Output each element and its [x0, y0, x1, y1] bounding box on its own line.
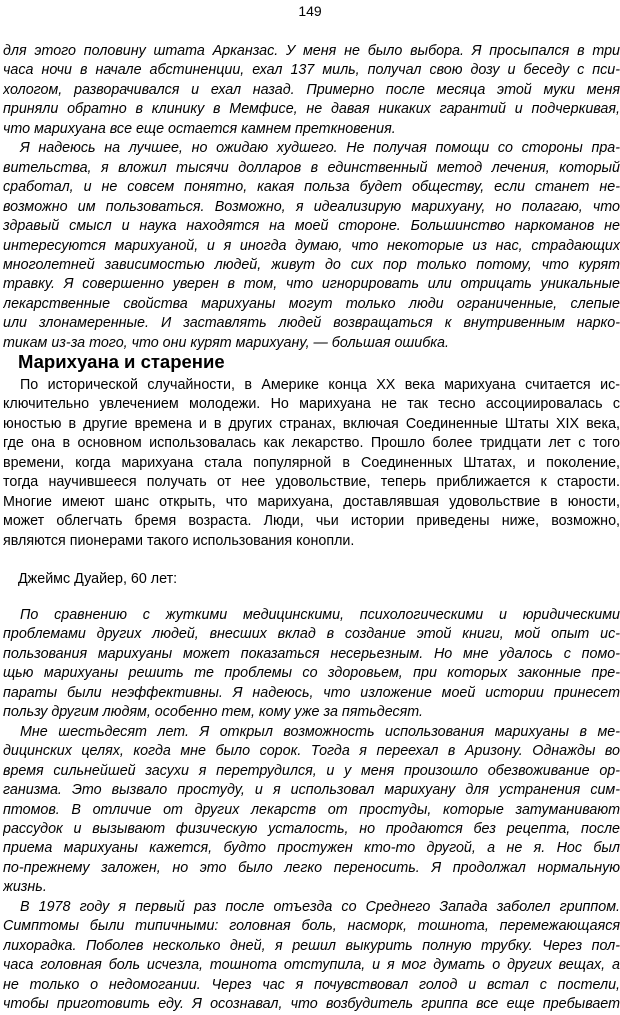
text-line: птомов. В отличие от других лекарств от простуды, которые затуманивают — [3, 801, 620, 818]
text-block-2 — [3, 376, 620, 551]
text-line: сработал, и не совсем понятно, какая польза будет обществу, если станет не- — [3, 179, 620, 196]
author-line: Джеймс Дуайер, 60 лет: — [18, 571, 178, 587]
text-line: что марихуана все еще остается камнем преткновения. — [3, 120, 396, 137]
text-line: приняли обратно в клинику в Мемфисе, не давая никаких гарантий и подчеркивая, — [3, 101, 620, 118]
text-line: пользу другим людям, особенно тем, кому уже за пятьдесят. — [3, 704, 423, 721]
text-line: чтобы приготовить еду. Я осознавал, что возбудитель гриппа все еще пребывает — [3, 996, 620, 1013]
text-block-1 — [3, 42, 620, 353]
text-line: По исторической случайности, в Америке конца XX века марихуана считается ис- — [20, 377, 620, 393]
text-line: время сильнейшей засухи я перетрудился, и у меня произошло обезвоживание ор- — [3, 762, 620, 779]
text-line: ганизма. Это вызвало простуду, и я использовал марихуану для устранения сим- — [3, 782, 620, 799]
text-line: где она в основном использовалась как лекарство. Прошло более тридцати лет с того — [3, 435, 620, 452]
text-line: может облегчать бремя возраста. Люди, чьи истории приведены ниже, возможно, — [3, 513, 620, 530]
text-line: травку. Я совершенно уверен в том, что игнорировать или отрицать уникальные — [3, 276, 620, 293]
text-line: рассудок и вызывают физическую усталость, но продаются без рецепта, после — [3, 820, 620, 837]
text-line: жизнь. — [3, 879, 47, 896]
text-line: Многие имеют шанс открыть, что марихуана, доставлявшая удовольствие в юности, — [3, 493, 620, 510]
text-line: приема марихуаны кажется, будто простужен кто-то другой, а не я. Нос был — [3, 840, 620, 857]
text-block-3 — [3, 606, 620, 1015]
text-line: являются пионерами такого использования конопли. — [3, 532, 355, 549]
text-line: возможно им пользоваться. Возможно, я идеализирую марихуану, но полагаю, что — [3, 198, 620, 215]
text-line: пользования марихуаны может показаться несерьезным. Но мне удалось с помо- — [3, 645, 620, 662]
text-line: ключительно увлечением молодежи. Но марихуана не так тесно ассоциировалась с — [3, 396, 620, 413]
text-line: лихорадка. Поболев несколько дней, я решил выкурить полную трубку. Через пол- — [3, 937, 620, 954]
text-line: Я надеюсь на лучшее, но ожидаю худшего. Не получая помощи со стороны пра- — [20, 140, 620, 157]
text-line: щью марихуаны решить те проблемы со здоровьем, при которых законные пре- — [3, 665, 620, 682]
text-line: тогда научившееся получать от нее удовольствие, теперь приближается к старости. — [3, 474, 620, 491]
text-line: Симптомы были типичными: головная боль, насморк, тошнота, перемежающаяся — [3, 918, 620, 935]
text-line: юностью в другие времена и в других странах, включая Соединенные Штаты XIX века, — [3, 415, 620, 432]
text-line: для этого половину штата Арканзас. У меня не было выбора. Я просыпался в три — [3, 43, 620, 59]
text-line: тикам из-за того, что они курят марихуану, — большая ошибка. — [3, 334, 449, 351]
text-line: По сравнению с жуткими медицинскими, психологическими и юридическими — [20, 607, 620, 623]
text-line: часа головная боль исчезла, тошнота отступила, и я мог думать о других вещах, а — [3, 957, 620, 974]
text-line: интересуются марихуаной, и я иногда думаю, что некоторые из нас, страдающих — [3, 237, 620, 254]
text-line: многолетней зависимостью людей, живут до сих пор только потому, что курят — [3, 256, 620, 273]
text-line: по-прежнему заложен, но это было легко переносить. Я продолжал нормальную — [3, 859, 620, 876]
text-line: времени, когда марихуана стала популярной в Соединенных Штатах, и поколение, — [3, 454, 620, 471]
page-number: 149 — [298, 3, 322, 19]
text-line: вительства, я вложил тысячи долларов в единственный метод лечения, который — [3, 159, 620, 176]
text-line: не только о недомогании. Через час я почувствовал голод и встал с постели, — [3, 976, 620, 993]
text-line: параты были неэффективны. Я надеюсь, что изложение моей истории принесет — [3, 684, 620, 701]
text-line: часа ночи в начале абстиненции, ехал 137 миль, получал свою дозу и беседу с пси- — [3, 62, 620, 79]
text-line: хологом, разворачивался и ехал назад. Примерно после месяца этой муки меня — [3, 81, 620, 98]
text-line: В 1978 году я первый раз после отъезда со Среднего Запада заболел гриппом. — [20, 898, 620, 915]
text-line: дицинских целях, когда мне было сорок. Тогда я переехал в Аризону. Однажды во — [3, 743, 620, 760]
text-line: Мне шестьдесят лет. Я открыл возможность использования марихуаны в ме- — [20, 723, 620, 740]
text-line: лекарственные свойства марихуаны могут только люди ограниченные, слепые — [3, 295, 620, 312]
text-line: здравый смысл и наука находятся на моей стороне. Большинство наркоманов не — [3, 218, 620, 235]
text-line: проблемами других людей, внесших вклад в создание этой книги, мой опыт ис- — [3, 626, 620, 643]
section-heading: Марихуана и старение — [18, 351, 225, 372]
text-line: или злонамеренные. И заставлять людей возвращаться к внутривенным нарко- — [3, 315, 620, 332]
